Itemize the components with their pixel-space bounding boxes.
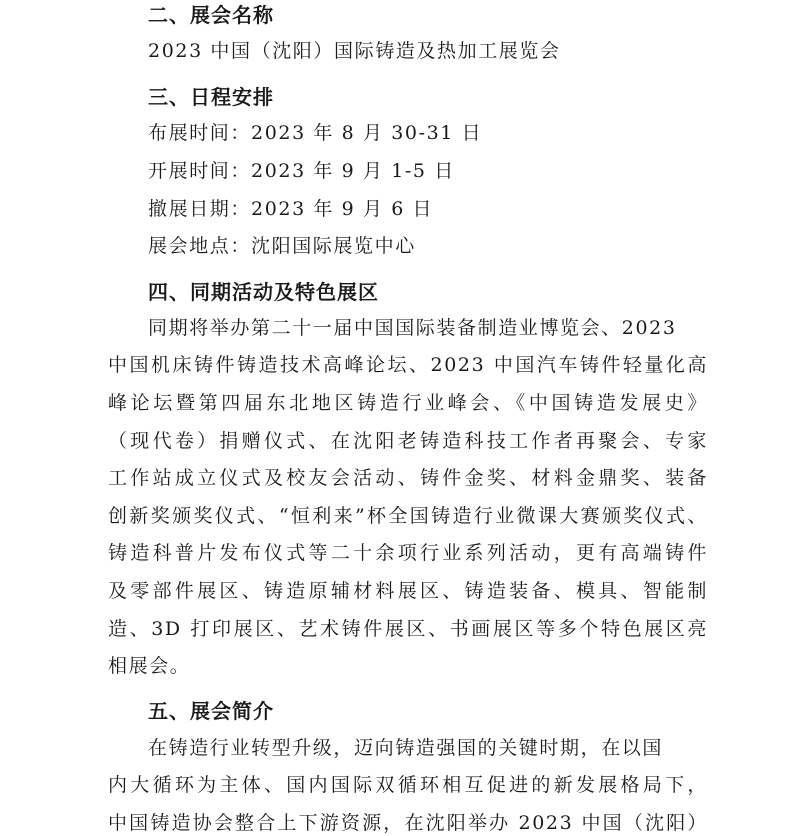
paragraph-line: 中国铸造协会整合上下游资源，在沈阳举办 2023 中国（沈阳） bbox=[108, 812, 708, 834]
paragraph-line: 内大循环为主体、国内国际双循环相互促进的新发展格局下， bbox=[108, 774, 708, 796]
section-heading-introduction: 五、展会简介 bbox=[148, 699, 274, 723]
exhibition-name-text: 2023 中国（沈阳）国际铸造及热加工展览会 bbox=[148, 40, 561, 62]
section-heading-concurrent-events: 四、同期活动及特色展区 bbox=[148, 280, 379, 304]
teardown-date-text: 撤展日期：2023 年 9 月 6 日 bbox=[148, 198, 434, 220]
paragraph-line: 同期将举办第二十一届中国国际装备制造业博览会、2023 bbox=[148, 317, 677, 339]
paragraph-line: 中国机床铸件铸造技术高峰论坛、2023 中国汽车铸件轻量化高 bbox=[108, 354, 708, 376]
venue-text: 展会地点：沈阳国际展览中心 bbox=[148, 235, 416, 257]
paragraph-line: 工作站成立仪式及校友会活动、铸件金奖、材料金鼎奖、装备 bbox=[108, 467, 708, 489]
section-heading-exhibition-name: 二、展会名称 bbox=[148, 3, 274, 27]
paragraph-line: 造、3D 打印展区、艺术铸件展区、书画展区等多个特色展区亮 bbox=[108, 618, 708, 640]
paragraph-line: （现代卷）捐赠仪式、在沈阳老铸造科技工作者再聚会、专家 bbox=[108, 430, 708, 452]
paragraph-line: 相展会。 bbox=[108, 655, 191, 677]
paragraph-line: 及零部件展区、铸造原辅材料展区、铸造装备、模具、智能制 bbox=[108, 580, 708, 602]
opening-time-text: 开展时间：2023 年 9 月 1-5 日 bbox=[148, 160, 455, 182]
paragraph-line: 铸造科普片发布仪式等二十余项行业系列活动，更有高端铸件 bbox=[108, 542, 708, 564]
paragraph-line: 在铸造行业转型升级，迈向铸造强国的关键时期，在以国 bbox=[148, 737, 664, 759]
paragraph-line: 峰论坛暨第四届东北地区铸造行业峰会、《中国铸造发展史》 bbox=[108, 392, 708, 414]
setup-time-text: 布展时间：2023 年 8 月 30-31 日 bbox=[148, 122, 483, 144]
paragraph-line: 创新奖颁奖仪式、“恒利来”杯全国铸造行业微课大赛颁奖仪式、 bbox=[108, 505, 708, 527]
section-heading-schedule: 三、日程安排 bbox=[148, 85, 274, 109]
